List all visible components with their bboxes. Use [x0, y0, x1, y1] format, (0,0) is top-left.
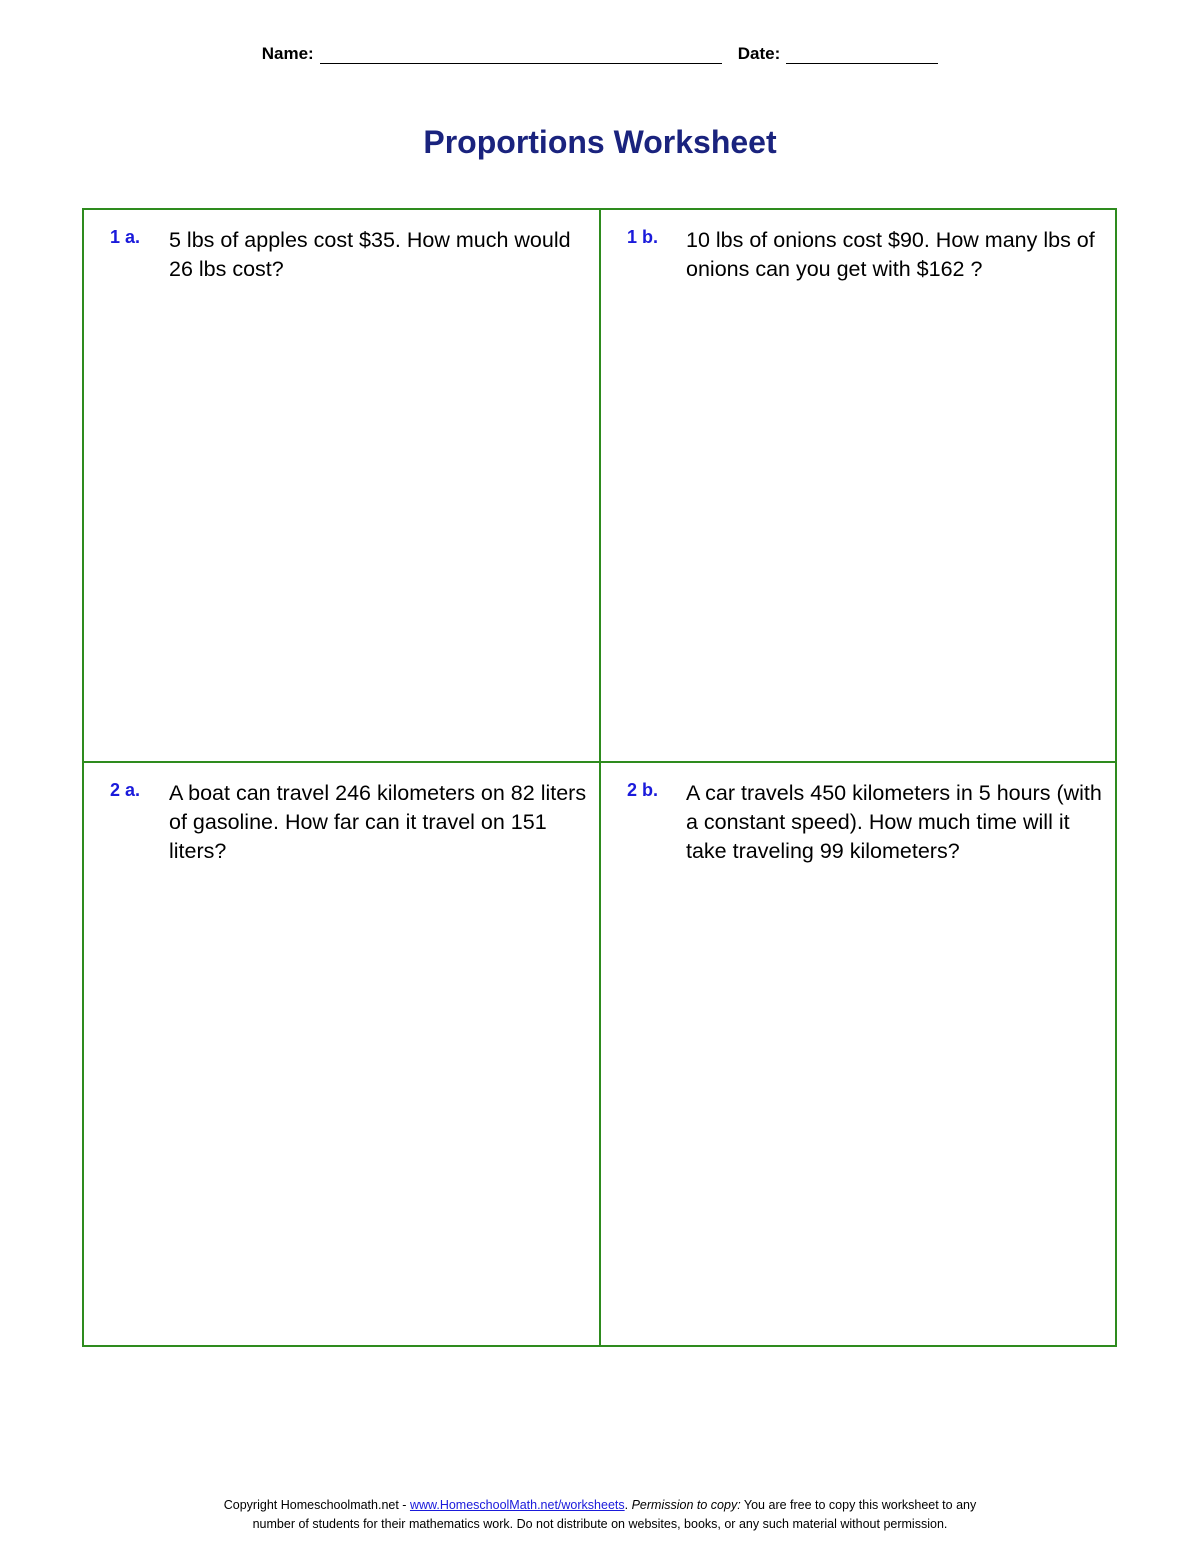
problem-grid — [82, 208, 1117, 1347]
problem-number: 2 b. — [627, 780, 659, 800]
footer-line-2: number of students for their mathematics work. Do not distribute on websites, books, or any such material without permission. — [252, 1517, 948, 1531]
footer — [0, 1496, 1200, 1534]
problem-text: A car travels 450 kilometers in 5 hours (with a constant speed). How much time will it take traveling 99 kilometers? — [686, 781, 1102, 863]
problem-cell-2b — [601, 763, 1115, 1345]
footer-permission-text: You are free to copy this worksheet to any — [740, 1498, 977, 1512]
date-label: Date: — [737, 44, 781, 63]
problem-cell-2a — [84, 763, 601, 1345]
footer-permission-label: Permission to copy: — [631, 1498, 741, 1512]
page-title: Proportions Worksheet — [423, 124, 777, 160]
name-label: Name: — [261, 44, 314, 63]
problem-number: 1 b. — [627, 227, 659, 247]
problem-number: 1 a. — [110, 227, 141, 247]
problem-cell-1b — [601, 210, 1115, 763]
problem-text: 5 lbs of apples cost $35. How much would 26 lbs cost? — [169, 228, 571, 281]
footer-link[interactable]: www.HomeschoolMath.net/worksheets — [409, 1498, 625, 1512]
header-line — [0, 44, 1200, 64]
footer-copyright: Copyright Homeschoolmath.net - — [223, 1498, 410, 1512]
problem-number: 2 a. — [110, 780, 141, 800]
problem-text: 10 lbs of onions cost $90. How many lbs of onions can you get with $162 ? — [686, 228, 1095, 281]
problem-cell-1a — [84, 210, 601, 763]
name-blank[interactable] — [320, 45, 722, 64]
footer-separator: . — [624, 1498, 632, 1512]
problem-text: A boat can travel 246 kilometers on 82 liters of gasoline. How far can it travel on 151 liters? — [169, 781, 587, 863]
date-blank[interactable] — [786, 45, 938, 64]
footer-line-1 — [0, 1496, 1200, 1515]
